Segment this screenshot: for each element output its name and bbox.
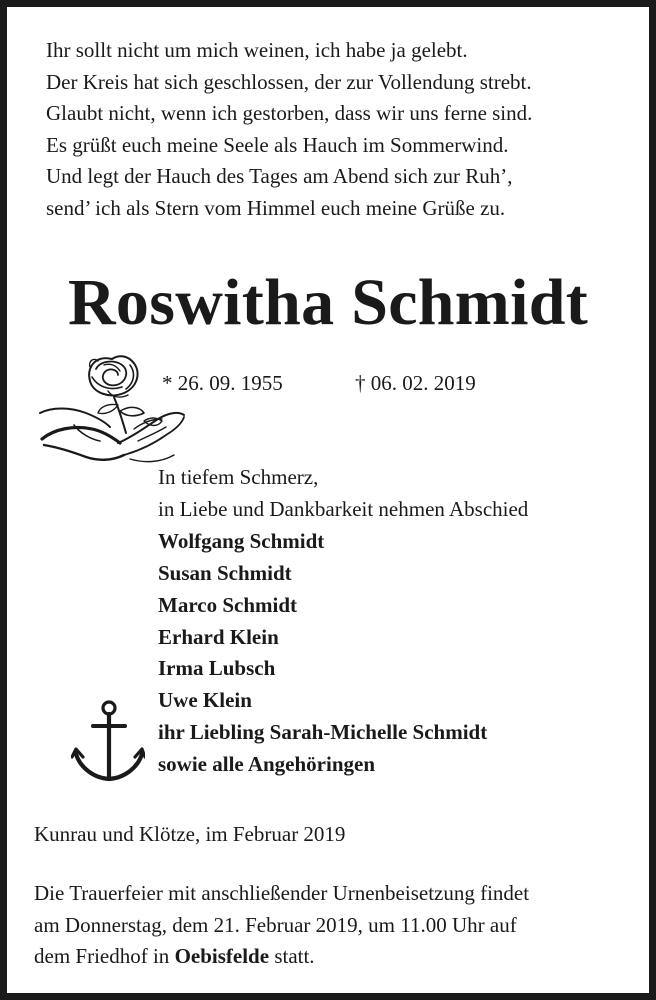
mourner-name: sowie alle Angehöringen: [158, 752, 376, 777]
poem-line: Ihr sollt nicht um mich weinen, ich habe ja gelebt.: [46, 38, 468, 62]
mourner-name: Irma Lubsch: [158, 656, 276, 681]
mourner-name: ihr Liebling Sarah-Michelle Schmidt: [158, 720, 488, 745]
poem-line: send’ ich als Stern vom Himmel euch meine Grüße zu.: [46, 195, 506, 220]
poem-line: Der Kreis hat sich geschlossen, der zur Vollendung strebt.: [46, 69, 532, 94]
memorial-poem: [46, 35, 532, 225]
cemetery-location: Oebisfelde: [174, 944, 270, 969]
hands-holding-rose-icon: [34, 347, 194, 477]
funeral-notice: [34, 878, 529, 973]
mourning-intro-line: In tiefem Schmerz,: [158, 465, 319, 489]
mourner-name: Erhard Klein: [158, 624, 279, 649]
notice-line: am Donnerstag, dem 21. Februar 2019, um 11.00 Uhr auf: [34, 912, 517, 937]
anchor-icon: [71, 699, 145, 783]
poem-line: Es grüßt euch meine Seele als Hauch im Sommerwind.: [46, 132, 509, 157]
deceased-name: Roswitha Schmidt: [67, 266, 589, 339]
mourners-list: [158, 462, 528, 781]
mourner-name: Uwe Klein: [158, 688, 252, 713]
birth-date: * 26. 09. 1955: [162, 371, 283, 395]
notice-line: Die Trauerfeier mit anschließender Urnenbeisetzung findet: [34, 881, 530, 905]
mourner-name: Susan Schmidt: [158, 560, 292, 585]
notice-text: statt.: [269, 944, 315, 969]
notice-text: dem Friedhof in: [34, 944, 175, 969]
mourner-name: Wolfgang Schmidt: [158, 528, 325, 553]
poem-line: Und legt der Hauch des Tages am Abend sich zur Ruh’,: [46, 164, 513, 189]
poem-line: Glaubt nicht, wenn ich gestorben, dass wir uns ferne sind.: [46, 101, 533, 126]
death-date: † 06. 02. 2019: [355, 371, 476, 395]
notice-line: [34, 941, 529, 973]
mourner-name: Marco Schmidt: [158, 592, 298, 617]
mourning-intro-line: in Liebe und Dankbarkeit nehmen Abschied: [158, 496, 529, 521]
place-and-date: Kunrau und Klötze, im Februar 2019: [34, 822, 346, 846]
